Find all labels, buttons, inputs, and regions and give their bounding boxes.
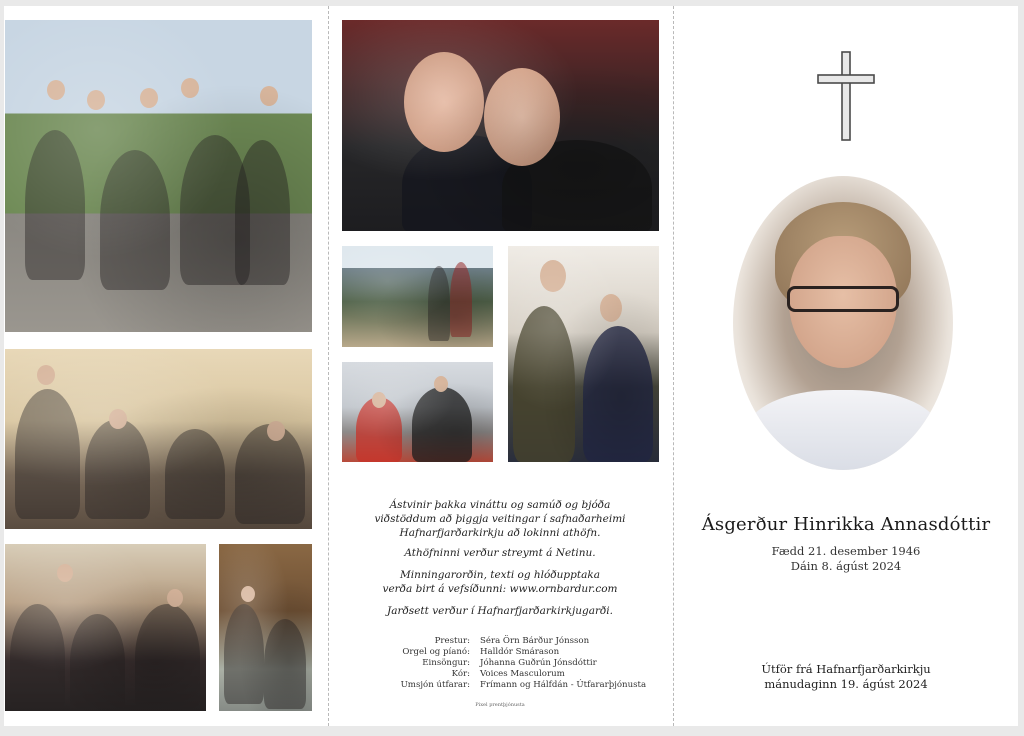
credit-row: [354, 647, 654, 658]
reception-line-1: Ástvinir þakka vináttu og samúð og bjóða: [389, 499, 611, 511]
credit-value: Jóhanna Guðrún Jónsdóttir: [480, 658, 597, 668]
life-dates: [674, 544, 1018, 574]
credit-value: Halldór Smárason: [480, 647, 560, 657]
reception-line-2: viðstöddum að þiggja veitingar í safnaðarheimi: [374, 513, 626, 525]
memorial-notice: [334, 568, 666, 596]
reception-notice: [334, 498, 666, 540]
funeral-location: Útför frá Hafnarfjarðarkirkju: [761, 662, 931, 676]
deceased-portrait: [733, 176, 953, 470]
funeral-details: [674, 662, 1018, 692]
photo-family-stairs: [219, 544, 312, 711]
credit-role: Prestur:: [434, 636, 470, 646]
deceased-name: Ásgerður Hinrikka Annasdóttir: [701, 514, 991, 535]
credit-row: [354, 669, 654, 680]
photo-mountain-hike: [342, 246, 493, 347]
burial-notice: Jarðsett verður í Hafnarfjarðarkirkjugarði.: [387, 605, 613, 617]
credit-role: Einsöngur:: [422, 658, 470, 668]
credit-row: [354, 658, 654, 669]
credit-role: Kór:: [451, 669, 470, 679]
reception-line-3: Hafnarfjarðarkirkju að lokinni athöfn.: [399, 527, 601, 539]
credit-row: [354, 636, 654, 647]
stream-notice: Athöfninni verður streymt á Netinu.: [404, 547, 596, 559]
memorial-line-1: Minningarorðin, texti og hlóðupptaka: [400, 569, 600, 581]
ceremony-credits: [354, 636, 654, 691]
memorial-line-2: verða birt á vefsíðunni: www.ornbardur.com: [382, 583, 618, 595]
photo-family-living-room: [5, 349, 312, 529]
photo-observation-deck: [342, 362, 493, 462]
photo-couple-hallway: [508, 246, 659, 462]
death-date: Dáin 8. ágúst 2024: [790, 559, 902, 573]
photo-couple-portrait: [342, 20, 659, 231]
credit-role: Orgel og píanó:: [402, 647, 470, 657]
credit-value: Séra Örn Bárður Jónsson: [480, 636, 590, 646]
credit-value: Frímann og Hálfdán - Útfararþjónusta: [480, 680, 647, 690]
fold-line-right: [673, 6, 674, 726]
photo-family-christmas: [5, 544, 206, 711]
credit-value: Voices Masculorum: [480, 669, 565, 679]
birth-date: Fædd 21. desember 1946: [771, 544, 921, 558]
photo-family-outdoor: [5, 20, 312, 332]
funeral-date: mánudaginn 19. ágúst 2024: [764, 677, 928, 691]
credit-row: [354, 680, 654, 691]
credit-role: Umsjón útfarar:: [400, 680, 470, 690]
fold-line-left: [328, 6, 329, 726]
printer-note: Pixel prentþjónusta: [475, 702, 525, 708]
latin-cross-icon: [817, 51, 875, 141]
